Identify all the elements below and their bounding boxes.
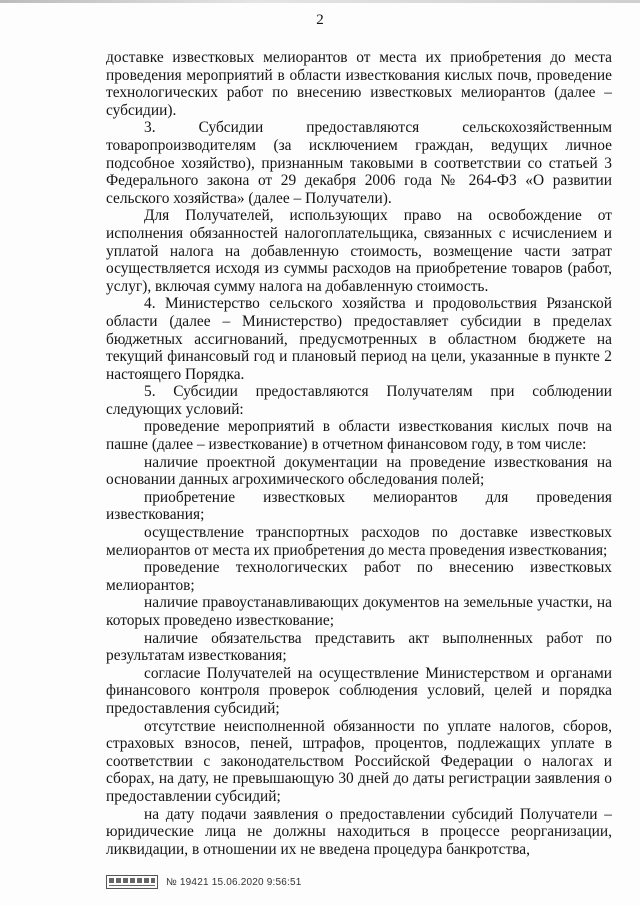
- paragraph: наличие правоустанавливающих документов на земельные участки, на которых проведено известкование;: [106, 594, 612, 629]
- paragraph: проведение технологических работ по внесению известковых мелиорантов;: [106, 559, 612, 594]
- paragraph: 5. Субсидии предоставляются Получателям при соблюдении следующих условий:: [106, 383, 612, 418]
- paragraph: доставке известковых мелиорантов от места их приобретения до места проведения мероприятий в области известкования кислых почв, проведение технологических работ по внесению известковых мелиорантов (далее – субсидии).: [106, 49, 612, 119]
- paragraph: 4. Министерство сельского хозяйства и продовольствия Рязанской области (далее – Министерство) предоставляет субсидии в пределах бюджетных ассигнований, предусмотренных в областном бюджете на текущий финансовый год и плановый период на цели, указанные в пункте 2 настоящего Порядка.: [106, 295, 612, 383]
- paragraph: отсутствие неисполненной обязанности по уплате налогов, сборов, страховых взносов, пеней, штрафов, процентов, подлежащих уплате в соответствии с законодательством Российской Федерации о налогах и сборах, на дату, не превышающую 30 дней до даты регистрации заявления о предоставлении субсидий;: [106, 717, 612, 805]
- paragraph: 3. Субсидии предоставляются сельскохозяйственным товаропроизводителям (за исключением граждан, ведущих личное подсобное хозяйство), признанным таковыми в соответствии со статьей 3 Федерального закона от 29 декабря 2006 года № 264-ФЗ «О развитии сельского хозяйства» (далее – Получатели).: [106, 119, 612, 207]
- registration-number: № 19421 15.06.2020 9:56:51: [166, 876, 302, 888]
- page-number: 2: [316, 12, 324, 28]
- scan-edge: [0, 0, 640, 3]
- paragraph: приобретение известковых мелиорантов для проведения известкования;: [106, 488, 612, 524]
- registration-footer: [106, 872, 301, 892]
- paragraph: наличие обязательства представить акт выполненных работ по результатам известкования;: [106, 629, 612, 665]
- registration-stamp-icon: [106, 875, 158, 889]
- paragraph: Для Получателей, использующих право на освобождение от исполнения обязанностей налогоплательщика, связанных с исчислением и уплатой налога на добавленную стоимость, возмещение части затрат осуществляется исходя из суммы расходов на приобретение товаров (работ, услуг), включая сумму налога на добавленную стоимость.: [106, 207, 612, 295]
- paragraph: согласие Получателей на осуществление Министерством и органами финансового контроля проверок соблюдения условий, целей и порядка предоставления субсидий;: [106, 664, 612, 717]
- document-body: [106, 49, 612, 858]
- paragraph: осуществление транспортных расходов по доставке известковых мелиорантов от места их приобретения до места проведения известкования;: [106, 524, 612, 559]
- paragraph: наличие проектной документации на проведение известкования на основании данных агрохимического обследования полей;: [106, 453, 612, 489]
- paragraph: проведение мероприятий в области известкования кислых почв на пашне (далее – известкование) в отчетном финансовом году, в том числе:: [106, 418, 612, 454]
- paragraph: на дату подачи заявления о предоставлении субсидий Получатели – юридические лица не должны находиться в процессе реорганизации, ликвидации, в отношении их не введена процедура банкротства,: [106, 805, 612, 858]
